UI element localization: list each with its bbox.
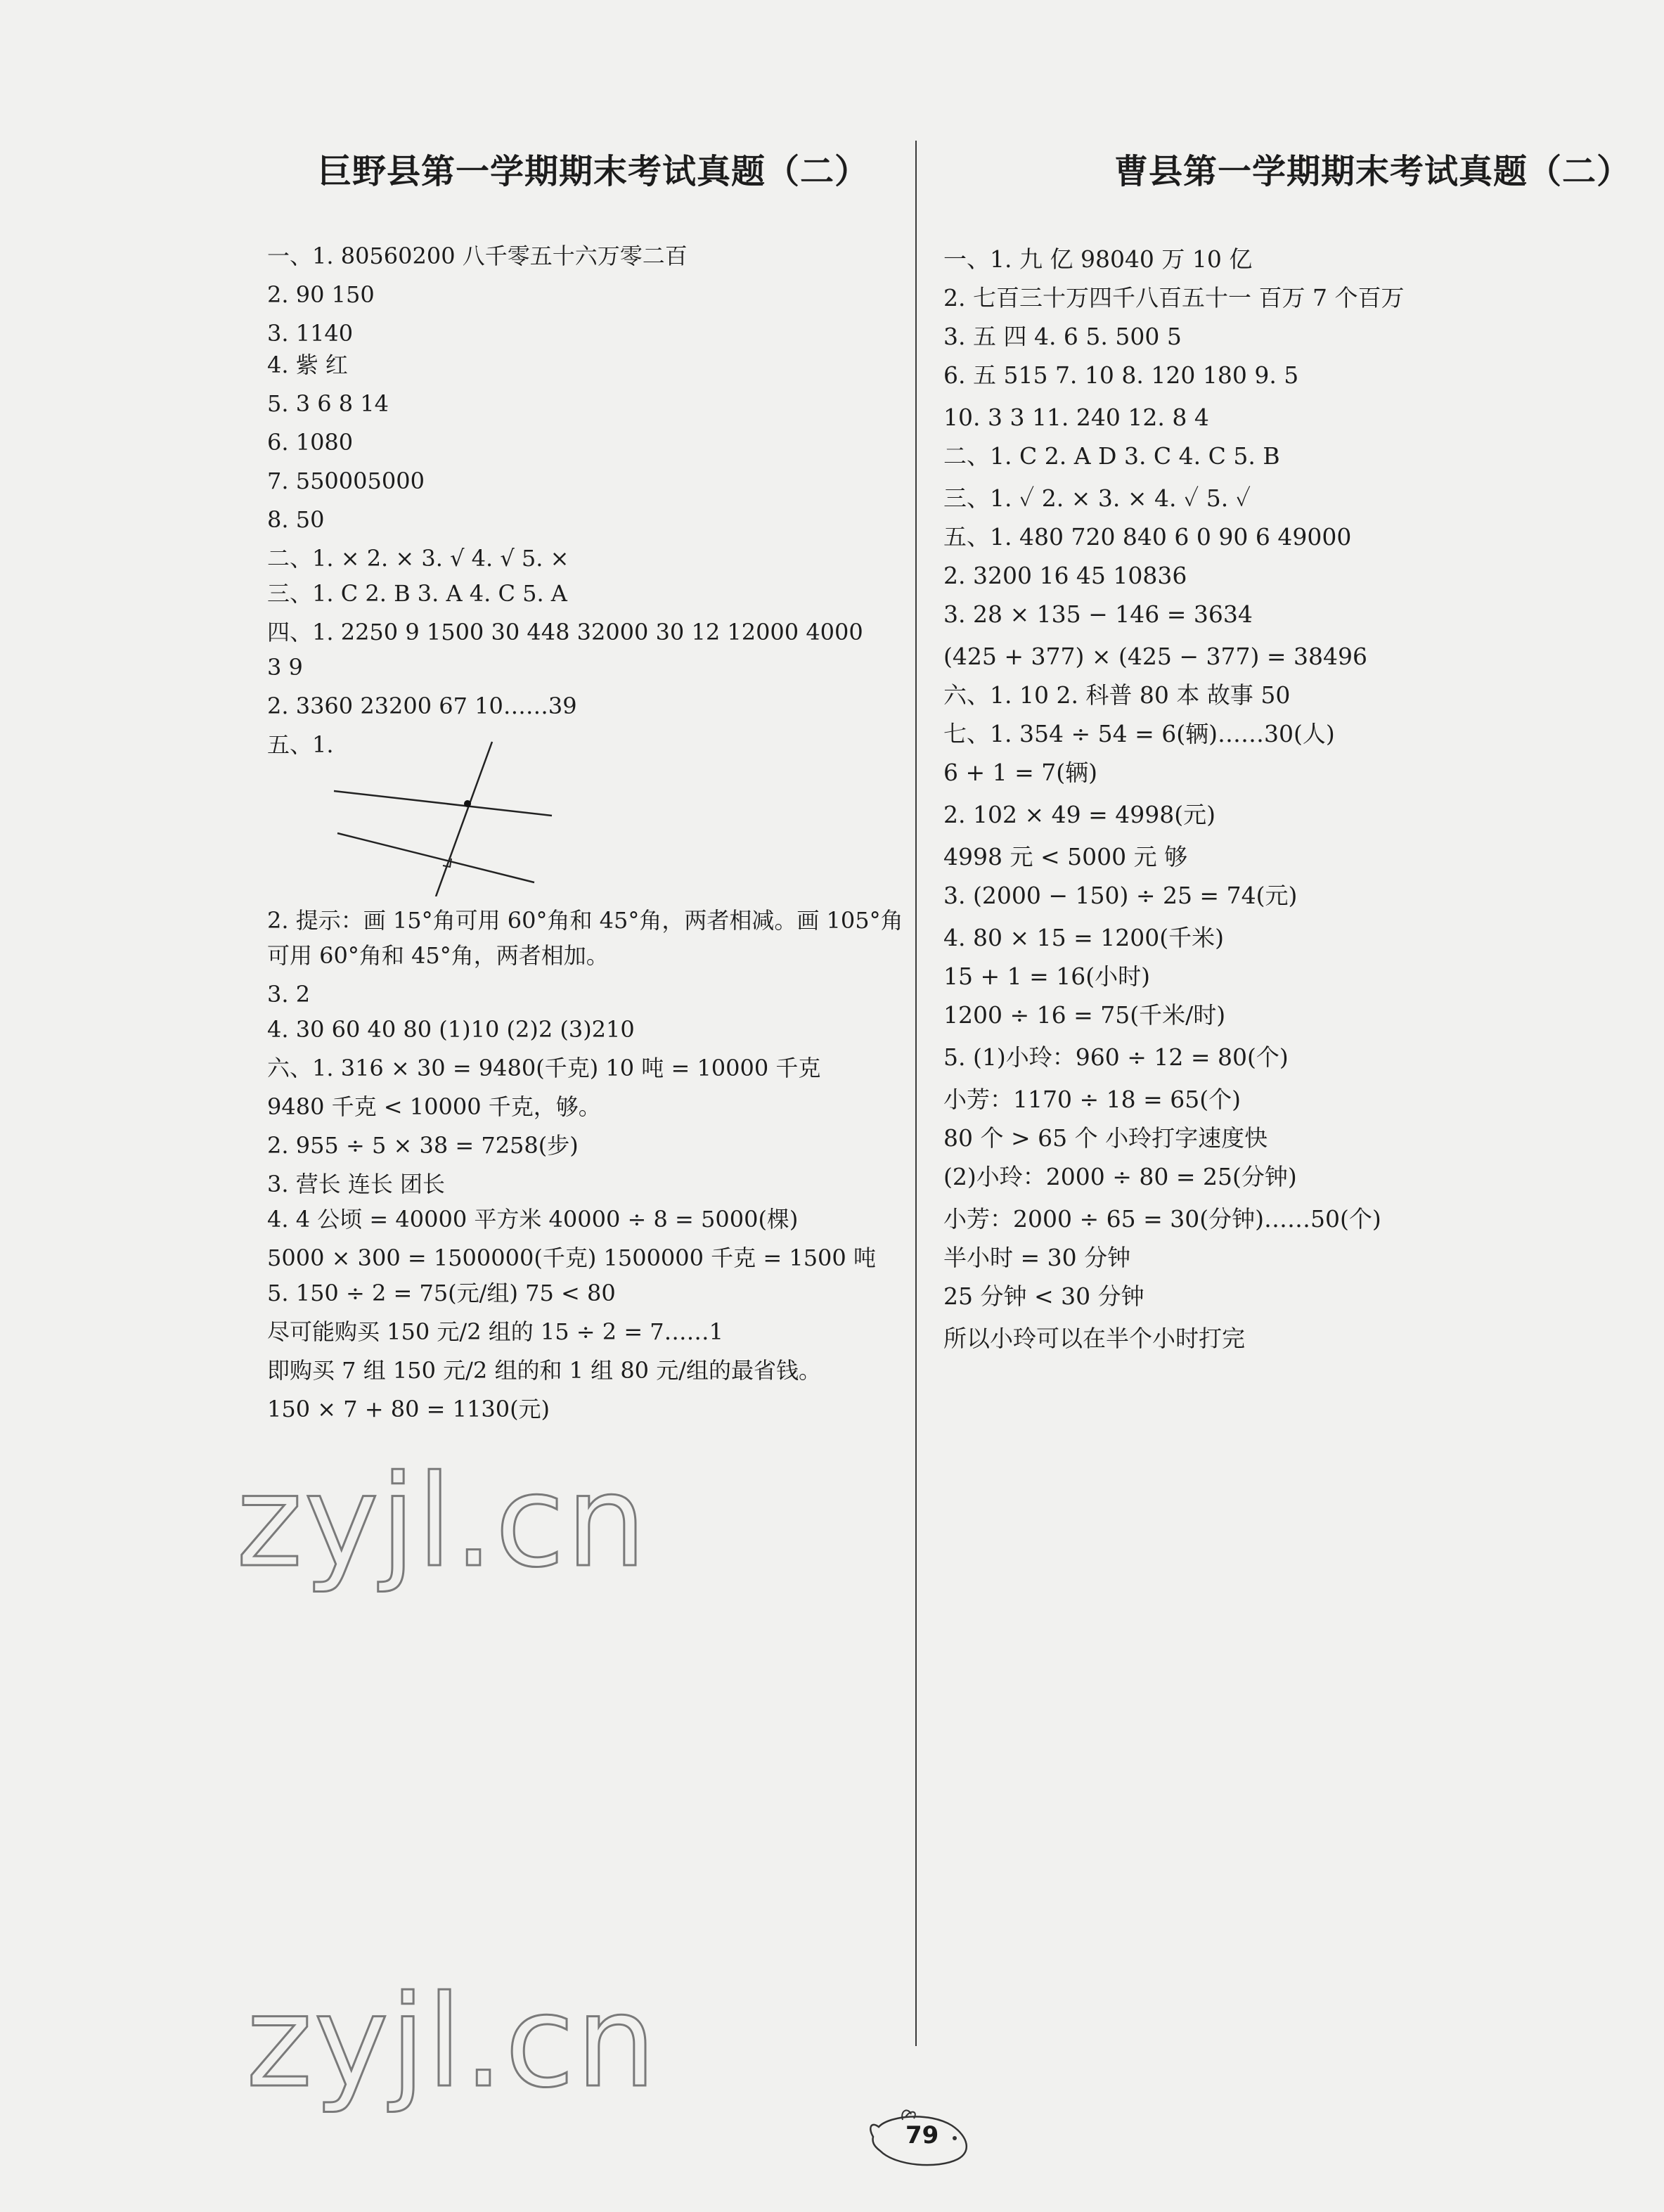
answer-line: 六、1. 316 × 30 = 9480(千克) 10 吨 = 10000 千克: [267, 1055, 821, 1081]
answer-line: 6. 五 515 7. 10 8. 120 180 9. 5: [943, 361, 1299, 389]
answer-line: 3. 2: [267, 981, 311, 1008]
answer-line: 五、1.: [267, 731, 334, 758]
answer-line: 所以小玲可以在半个小时打完: [943, 1325, 1245, 1352]
answer-line: 尽可能购买 150 元/2 组的 15 ÷ 2 = 7……1: [267, 1318, 724, 1345]
page-number: 79: [905, 2121, 939, 2149]
answer-line: 一、1. 九 亿 98040 万 10 亿: [943, 245, 1253, 273]
answer-line: 七、1. 354 ÷ 54 = 6(辆)……30(人): [943, 720, 1335, 747]
answer-line: 3. 五 四 4. 6 5. 500 5: [943, 323, 1182, 350]
perpendicular-line: [436, 742, 492, 896]
line-a: [334, 791, 552, 816]
line-b: [337, 833, 534, 882]
answer-line: 六、1. 10 2. 科普 80 本 故事 50: [943, 681, 1291, 709]
answer-line: 3. (2000 − 150) ÷ 25 = 74(元): [943, 882, 1298, 909]
answer-line: 1200 ÷ 16 = 75(千米/时): [943, 1001, 1226, 1029]
answer-line: 5. 3 6 8 14: [267, 390, 389, 417]
perpendicular-lines-diagram: [323, 728, 555, 896]
answer-line: 25 分钟 < 30 分钟: [943, 1282, 1144, 1310]
answer-line: 2. 提示：画 15°角可用 60°角和 45°角，两者相减。画 105°角: [267, 907, 903, 934]
answer-line: 小芳：1170 ÷ 18 = 65(个): [943, 1086, 1241, 1113]
answer-line: 2. 3200 16 45 10836: [943, 562, 1187, 589]
answer-line: 2. 90 150: [267, 281, 375, 308]
answer-line: 小芳：2000 ÷ 65 = 30(分钟)……50(个): [943, 1205, 1381, 1233]
answer-line: 4998 元 < 5000 元 够: [943, 843, 1188, 870]
answer-line: 150 × 7 + 80 = 1130(元): [267, 1396, 550, 1422]
watermark: zyjl.cn: [236, 1448, 648, 1595]
answer-line: 5. (1)小玲：960 ÷ 12 = 80(个): [943, 1043, 1289, 1071]
left-column-title: 巨野县第一学期期末考试真题（二）: [318, 152, 870, 191]
answer-line: 2. 七百三十万四千八百五十一 百万 7 个百万: [943, 284, 1405, 311]
answer-line: 7. 550005000: [267, 468, 425, 494]
answer-line: 4. 80 × 15 = 1200(千米): [943, 924, 1224, 951]
watermark: zyjl.cn: [246, 1969, 658, 2116]
answer-line: 二、1. × 2. × 3. √ 4. √ 5. ×: [267, 545, 569, 572]
answer-line: 6 + 1 = 7(辆): [943, 759, 1097, 786]
answer-line: 8. 50: [267, 506, 325, 533]
answer-line: (2)小玲：2000 ÷ 80 = 25(分钟): [943, 1163, 1297, 1190]
answer-line: 二、1. C 2. A D 3. C 4. C 5. B: [943, 442, 1280, 470]
answer-line: 四、1. 2250 9 1500 30 448 32000 30 12 12000 4000: [267, 619, 863, 645]
answer-line: 15 + 1 = 16(小时): [943, 963, 1150, 990]
answer-line: 3. 营长 连长 团长: [267, 1171, 446, 1197]
answer-line: 6. 1080: [267, 429, 354, 456]
answer-line: 即购买 7 组 150 元/2 组的和 1 组 80 元/组的最省钱。: [267, 1357, 821, 1384]
answer-line: 2. 955 ÷ 5 × 38 = 7258(步): [267, 1132, 579, 1159]
answer-line: 三、1. ✓ 2. × 3. × 4. ✓ 5. ✓: [943, 484, 1251, 512]
answer-line: 3 9: [267, 654, 303, 681]
answer-line: (425 + 377) × (425 − 377) = 38496: [943, 643, 1367, 670]
answer-line: 2. 3360 23200 67 10……39: [267, 693, 577, 719]
answer-line: 半小时 = 30 分钟: [943, 1244, 1131, 1271]
answer-line: 3. 1140: [267, 320, 354, 347]
answer-line: 4. 紫 红: [267, 352, 348, 378]
intersection-point: [464, 800, 471, 807]
answer-line: 5. 150 ÷ 2 = 75(元/组) 75 < 80: [267, 1280, 616, 1306]
answer-line: 可用 60°角和 45°角，两者相加。: [267, 942, 609, 969]
column-divider: [915, 141, 917, 2046]
answer-line: 80 个 > 65 个 小玲打字速度快: [943, 1124, 1268, 1152]
answer-line: 10. 3 3 11. 240 12. 8 4: [943, 404, 1209, 431]
right-column-title: 曹县第一学期期末考试真题（二）: [1114, 152, 1632, 191]
answer-line: 一、1. 80560200 八千零五十六万零二百: [267, 243, 688, 269]
answer-line: 三、1. C 2. B 3. A 4. C 5. A: [267, 580, 567, 607]
answer-line: 5000 × 300 = 1500000(千克) 1500000 千克 = 1500 吨: [267, 1245, 876, 1271]
answer-line: 2. 102 × 49 = 4998(元): [943, 801, 1215, 828]
answer-line: 3. 28 × 135 − 146 = 3634: [943, 600, 1253, 628]
answer-line: 9480 千克 < 10000 千克，够。: [267, 1093, 601, 1120]
answer-line: 五、1. 480 720 840 6 0 90 6 49000: [943, 523, 1352, 551]
answer-line: 4. 4 公顷 = 40000 平方米 40000 ÷ 8 = 5000(棵): [267, 1206, 799, 1233]
page-number-badge: [865, 2106, 984, 2169]
answer-line: 4. 30 60 40 80 (1)10 (2)2 (3)210: [267, 1016, 635, 1043]
